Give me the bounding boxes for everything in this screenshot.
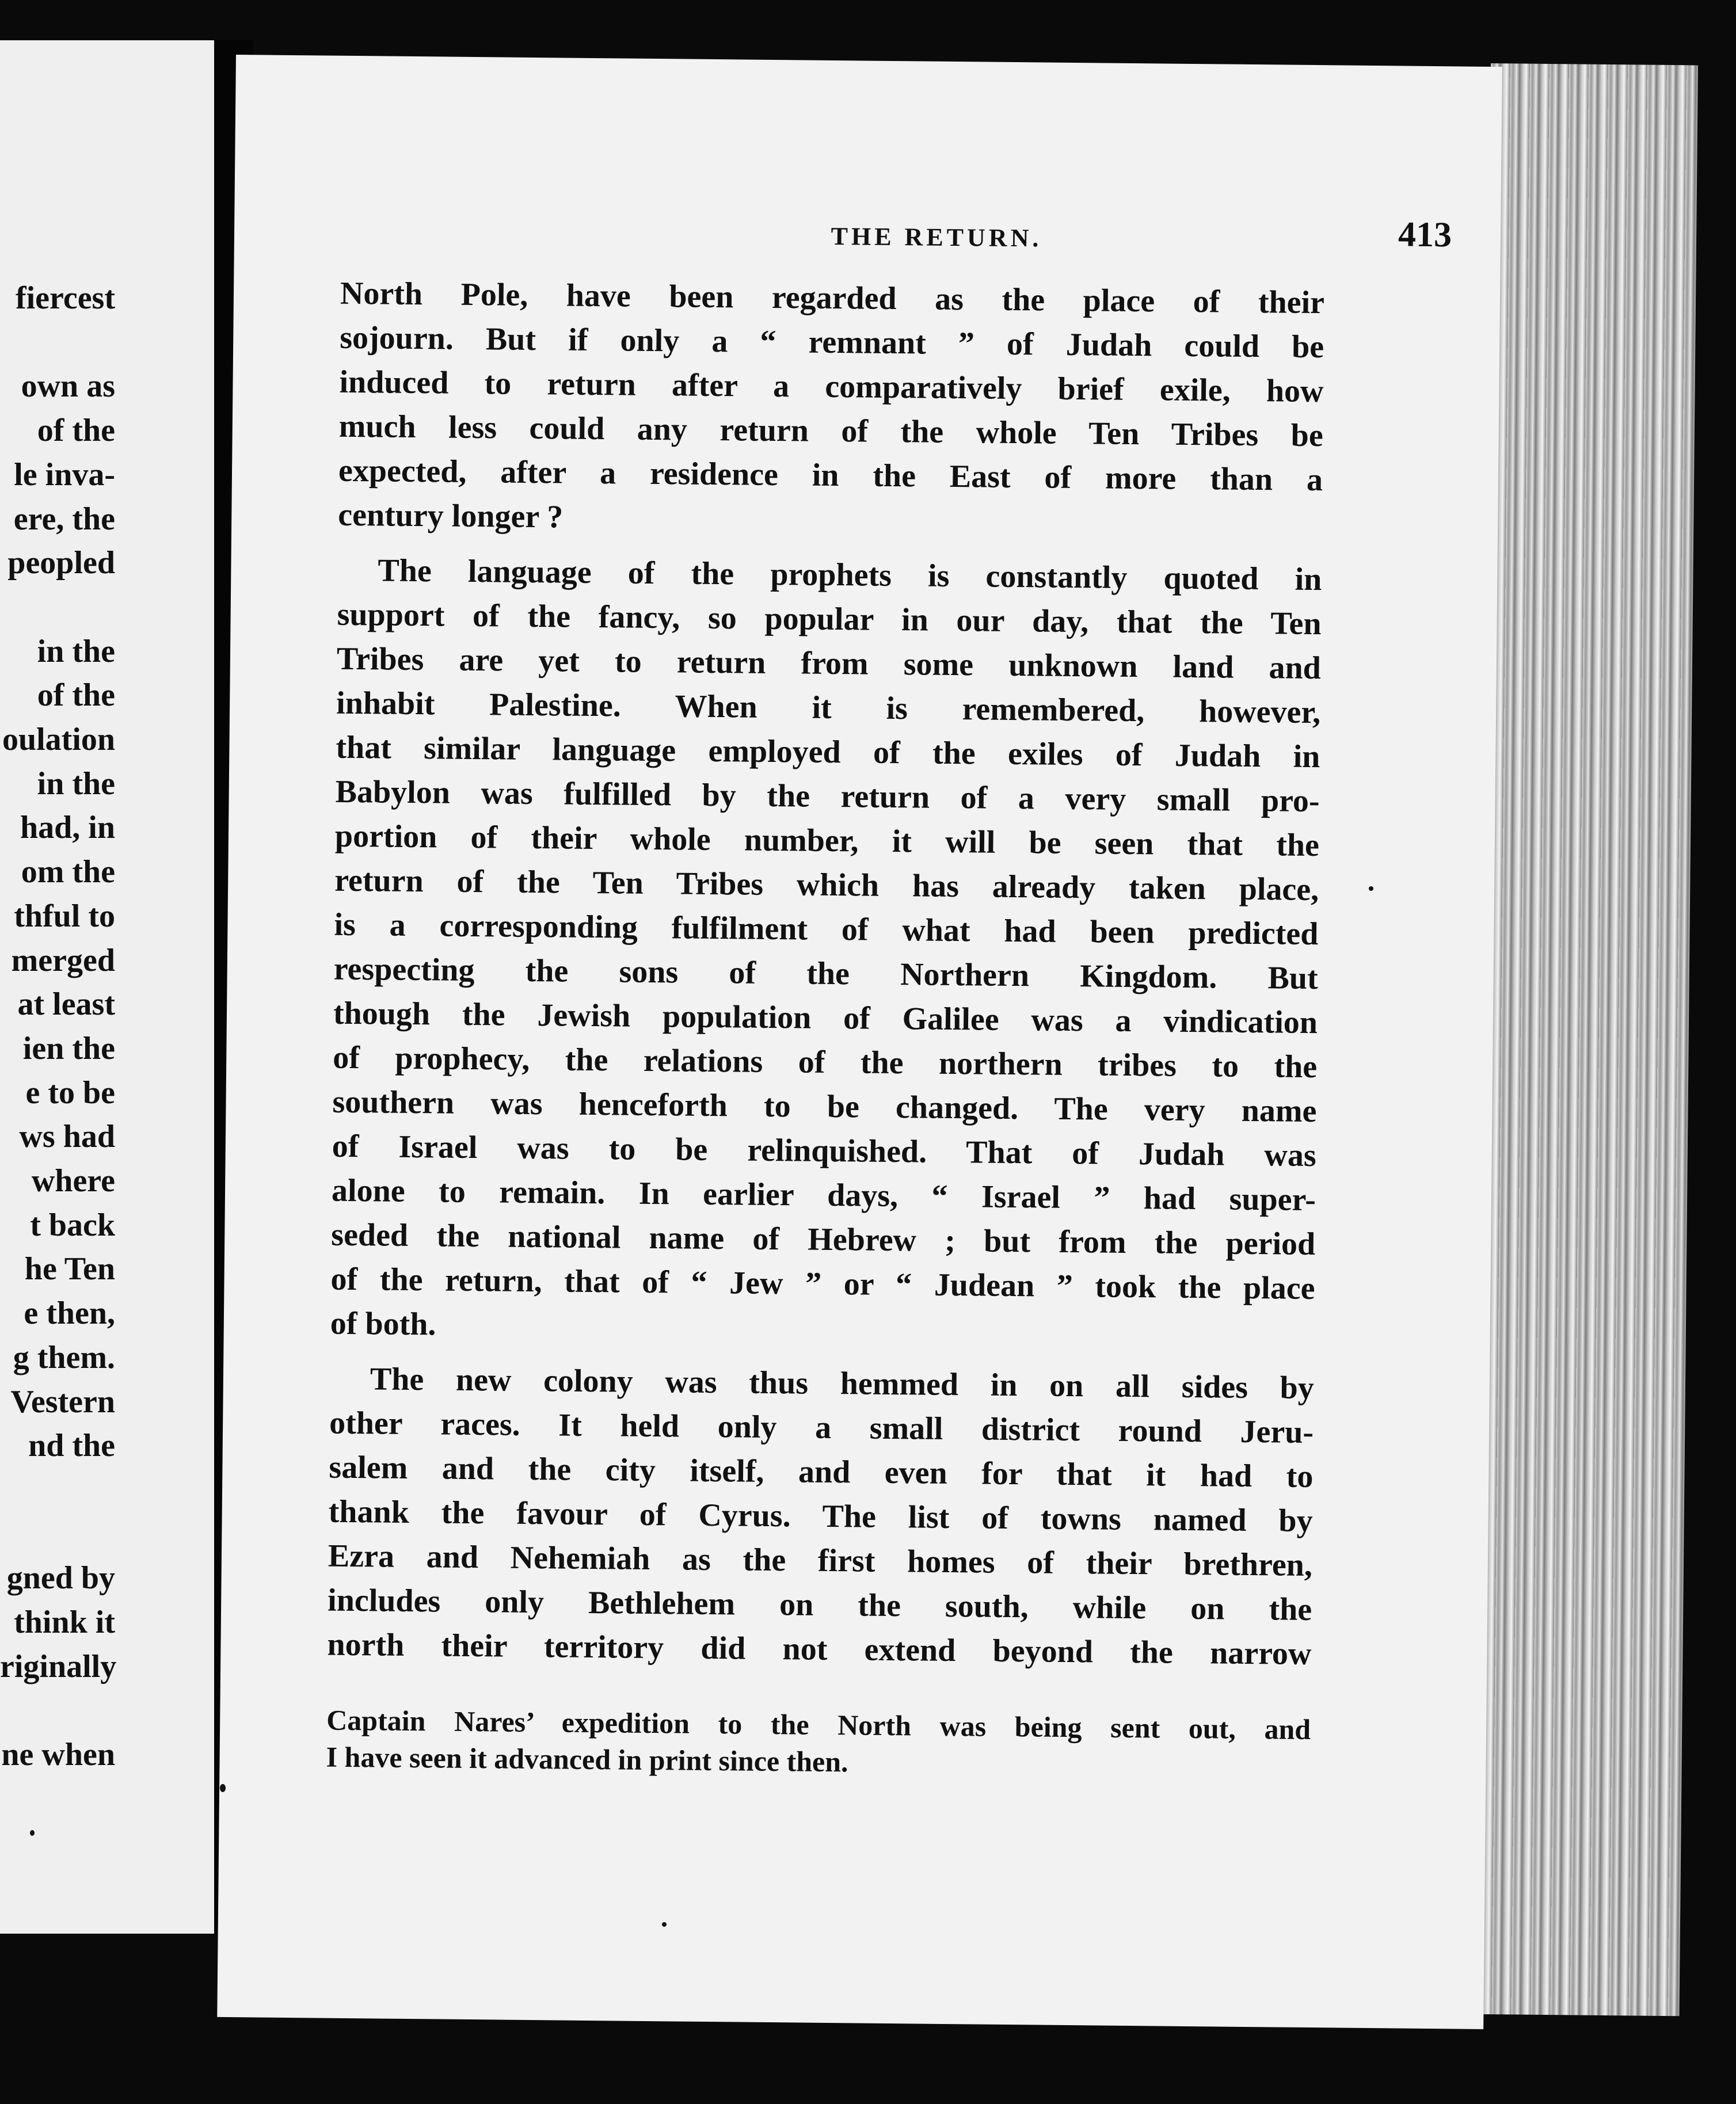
left-page-line: think it xyxy=(14,1604,115,1640)
ink-speck xyxy=(1369,886,1373,891)
text-line: century longer ? xyxy=(338,497,564,535)
left-page-line: oulation xyxy=(2,722,115,757)
text-line: of prophecy, the relations of the northern tribes to the xyxy=(332,1039,1318,1085)
left-page-line: riginally xyxy=(0,1648,117,1684)
text-line: much less could any return of the whole Ten Tribes be xyxy=(338,408,1324,454)
text-line: southern was henceforth to be changed. The very name xyxy=(332,1084,1317,1130)
left-page-line: le inva- xyxy=(14,456,115,493)
text-line: other races. It held only a small district round Jeru- xyxy=(329,1405,1314,1451)
text-line: seded the national name of Hebrew ; but from the period xyxy=(331,1217,1316,1263)
left-page-line: ne when xyxy=(1,1737,115,1773)
text-line: The language of the prophets is constantly quoted in xyxy=(378,552,1322,598)
text-line: north their territory did not extend beyond the narrow xyxy=(327,1626,1312,1672)
left-page-line: he Ten xyxy=(24,1251,115,1287)
text-line: though the Jewish population of Galilee was a vindication xyxy=(333,995,1318,1041)
left-page-line: of the xyxy=(37,413,115,449)
left-page-fragment xyxy=(0,40,214,1934)
page-edges xyxy=(1472,63,1698,2016)
left-page-line: had, in xyxy=(20,810,115,846)
text-line: The new colony was thus hemmed in on all sides by xyxy=(370,1361,1315,1407)
text-line: North Pole, have been regarded as the place of their xyxy=(340,275,1325,321)
text-line: includes only Bethlehem on the south, while on the xyxy=(327,1582,1312,1628)
left-page-line: nd the xyxy=(28,1428,115,1464)
left-page-line: ere, the xyxy=(13,501,115,537)
left-page-line: in the xyxy=(37,633,115,669)
body-text xyxy=(327,272,1324,1676)
text-line: of Israel was to be relinquished. That of Judah was xyxy=(332,1128,1317,1174)
left-page-line: of the xyxy=(37,677,115,714)
text-line: respecting the sons of the Northern Kingdom. But xyxy=(333,951,1318,997)
text-line: return of the Ten Tribes which has already taken place, xyxy=(334,862,1319,908)
text-line: support of the fancy, so popular in our day, that the Ten xyxy=(337,596,1322,642)
ink-speck xyxy=(662,1922,667,1927)
left-page-line: merged xyxy=(11,942,115,978)
left-page-line: g them. xyxy=(13,1339,115,1375)
footnote xyxy=(326,1702,1311,1785)
left-page-line: own as xyxy=(21,368,115,405)
ink-speck xyxy=(30,1830,35,1836)
footnote-line: Captain Nares’ expedition to the North was being sent out, and xyxy=(326,1703,1311,1746)
text-line: thank the favour of Cyrus. The list of towns named by xyxy=(328,1493,1313,1539)
left-page-line: t back xyxy=(30,1207,115,1243)
text-line: expected, after a residence in the East of more than a xyxy=(338,452,1323,498)
page-number: 413 xyxy=(1398,215,1452,255)
text-line: Ezra and Nehemiah as the first homes of their brethren, xyxy=(328,1538,1313,1584)
text-line: is a corresponding fulfilment of what had been predicted xyxy=(334,906,1319,952)
left-page-line: ien the xyxy=(22,1030,115,1066)
book-page xyxy=(217,55,1502,2029)
text-line: Babylon was fulfilled by the return of a very small pro- xyxy=(335,773,1320,820)
left-page-line: e to be xyxy=(25,1074,115,1111)
text-line: of both. xyxy=(330,1305,436,1343)
footnote-line: I have seen it advanced in print since then. xyxy=(326,1740,848,1778)
ink-speck xyxy=(220,1784,226,1792)
left-page-line: gned by xyxy=(6,1560,115,1596)
text-line: that similar language employed of the exiles of Judah in xyxy=(336,729,1320,775)
left-page-line: thful to xyxy=(14,898,115,934)
text-line: salem and the city itself, and even for that it had to xyxy=(329,1449,1314,1495)
left-page-line: peopled xyxy=(7,545,115,581)
text-line: alone to remain. In earlier days, “ Israel ” had super- xyxy=(331,1172,1316,1218)
text-line: of the return, that of “ Jew ” or “ Judean ” took the place xyxy=(330,1261,1315,1307)
text-line: portion of their whole number, it will be seen that the xyxy=(334,818,1320,864)
left-page-line: where xyxy=(31,1163,115,1199)
left-page-line: Vestern xyxy=(10,1383,115,1420)
left-page-line: at least xyxy=(17,986,115,1023)
running-head: THE RETURN. xyxy=(831,222,1042,253)
left-page-line: e then, xyxy=(24,1295,115,1332)
text-line: Tribes are yet to return from some unknown land and xyxy=(336,641,1322,687)
text-line: induced to return after a comparatively brief exile, how xyxy=(339,364,1324,410)
text-line: inhabit Palestine. When it is remembered, however, xyxy=(336,685,1321,731)
left-page-line: in the xyxy=(37,765,115,802)
left-page-line: ws had xyxy=(19,1119,115,1155)
left-page-line: om the xyxy=(21,854,115,890)
left-page-line: fiercest xyxy=(15,280,115,316)
text-line: sojourn. But if only a “ remnant ” of Judah could be xyxy=(339,319,1324,365)
